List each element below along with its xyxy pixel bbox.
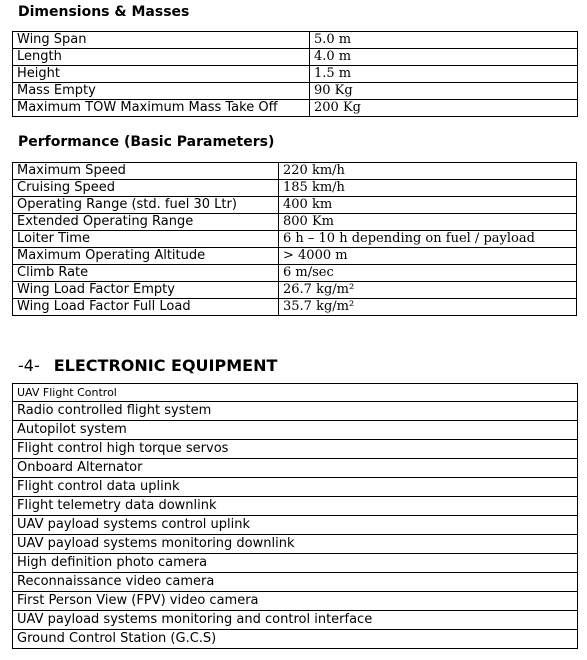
performance-row	[13, 197, 577, 214]
parameter-label: Loiter Time	[13, 231, 279, 248]
equipment-item: UAV Flight Control	[13, 384, 578, 402]
parameter-label: Extended Operating Range	[13, 214, 279, 231]
dimension-row	[13, 83, 578, 100]
equipment-row	[13, 554, 578, 573]
performance-row	[13, 282, 577, 299]
parameter-value: 6 h – 10 h depending on fuel / payload	[279, 231, 577, 248]
parameter-value: 26.7 kg/m²	[279, 282, 577, 299]
parameter-label: Wing Load Factor Empty	[13, 282, 279, 299]
performance-table	[12, 162, 577, 316]
equipment-item: High definition photo camera	[13, 554, 578, 573]
parameter-label: Height	[13, 66, 310, 83]
parameter-label: Operating Range (std. fuel 30 Ltr)	[13, 197, 279, 214]
equipment-item: UAV payload systems monitoring and control interface	[13, 611, 578, 630]
equipment-row	[13, 516, 578, 535]
equipment-item: Flight control data uplink	[13, 478, 578, 497]
parameter-value: 1.5 m	[310, 66, 578, 83]
section-number: -4-	[18, 356, 40, 375]
equipment-item: First Person View (FPV) video camera	[13, 592, 578, 611]
parameter-label: Length	[13, 49, 310, 66]
dimension-row	[13, 32, 578, 49]
dimension-row	[13, 49, 578, 66]
equipment-row	[13, 497, 578, 516]
parameter-label: Cruising Speed	[13, 180, 279, 197]
section-title: ELECTRONIC EQUIPMENT	[53, 356, 278, 375]
parameter-label: Wing Span	[13, 32, 310, 49]
performance-row	[13, 231, 577, 248]
dimensions-table	[12, 31, 578, 117]
equipment-item: UAV payload systems monitoring downlink	[13, 535, 578, 554]
dimensions-heading: Dimensions & Masses	[18, 4, 190, 20]
equipment-item: Autopilot system	[13, 421, 578, 440]
parameter-value: 400 km	[279, 197, 577, 214]
parameter-label: Wing Load Factor Full Load	[13, 299, 279, 316]
dimension-row	[13, 66, 578, 83]
parameter-value: 6 m/sec	[279, 265, 577, 282]
equipment-item: UAV payload systems control uplink	[13, 516, 578, 535]
electronic-equipment-table	[12, 383, 578, 649]
parameter-value: 185 km/h	[279, 180, 577, 197]
equipment-row	[13, 611, 578, 630]
equipment-row	[13, 402, 578, 421]
parameter-label: Maximum Operating Altitude	[13, 248, 279, 265]
equipment-item: Reconnaissance video camera	[13, 573, 578, 592]
parameter-value: 220 km/h	[279, 163, 577, 180]
equipment-row	[13, 535, 578, 554]
parameter-label: Maximum Speed	[13, 163, 279, 180]
equipment-row	[13, 478, 578, 497]
equipment-row	[13, 592, 578, 611]
equipment-item: Onboard Alternator	[13, 459, 578, 478]
equipment-row	[13, 440, 578, 459]
parameter-value: 90 Kg	[310, 83, 578, 100]
parameter-value: 4.0 m	[310, 49, 578, 66]
performance-row	[13, 265, 577, 282]
performance-row	[13, 180, 577, 197]
equipment-row	[13, 421, 578, 440]
parameter-label: Climb Rate	[13, 265, 279, 282]
parameter-label: Mass Empty	[13, 83, 310, 100]
parameter-value: 800 Km	[279, 214, 577, 231]
equipment-item: Radio controlled flight system	[13, 402, 578, 421]
performance-row	[13, 299, 577, 316]
performance-row	[13, 214, 577, 231]
parameter-value: 35.7 kg/m²	[279, 299, 577, 316]
equipment-row	[13, 459, 578, 478]
parameter-value: 200 Kg	[310, 100, 578, 117]
equipment-row	[13, 384, 578, 402]
parameter-value: 5.0 m	[310, 32, 578, 49]
electronic-equipment-heading	[18, 356, 277, 375]
performance-row	[13, 248, 577, 265]
dimension-row	[13, 100, 578, 117]
performance-heading: Performance (Basic Parameters)	[18, 134, 275, 150]
parameter-value: > 4000 m	[279, 248, 577, 265]
equipment-item: Ground Control Station (G.C.S)	[13, 630, 578, 649]
equipment-item: Flight telemetry data downlink	[13, 497, 578, 516]
equipment-row	[13, 630, 578, 649]
equipment-row	[13, 573, 578, 592]
equipment-item: Flight control high torque servos	[13, 440, 578, 459]
performance-row	[13, 163, 577, 180]
parameter-label: Maximum TOW Maximum Mass Take Off	[13, 100, 310, 117]
